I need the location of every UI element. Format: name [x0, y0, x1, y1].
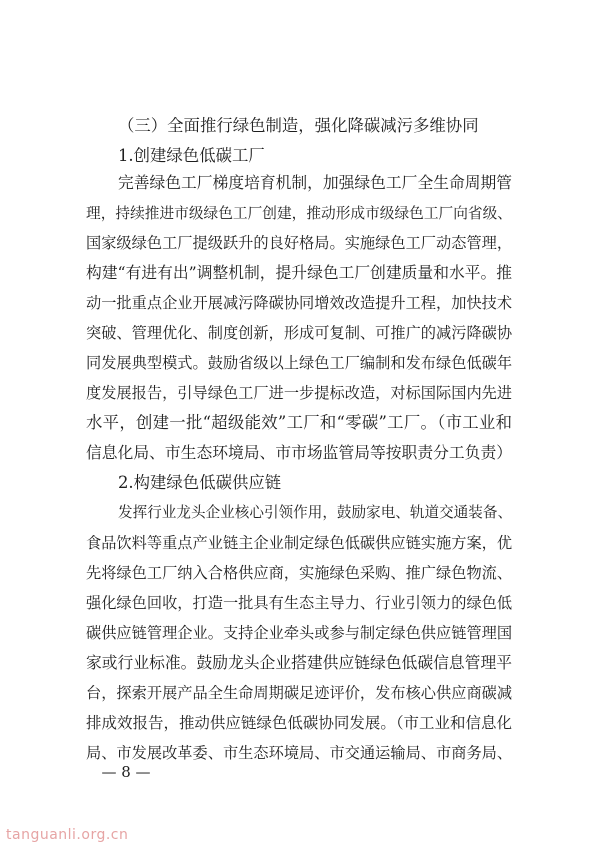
paragraph-line: 同发展典型模式。鼓励省级以上绿色工厂编制和发布绿色低碳年 — [86, 354, 513, 372]
paragraph-line: 食品饮料等重点产业链主企业制定绿色低碳供应链实施方案，优 — [86, 534, 513, 552]
paragraph-line: 家或行业标准。鼓励龙头企业搭建供应链绿色低碳信息管理平 — [86, 653, 512, 672]
page-number: — 8 — — [101, 763, 151, 781]
paragraph-line: 碳供应链管理企业。支持企业牵头或参与制定绿色供应链管理国 — [86, 624, 513, 642]
paragraph-line: 强化绿色回收，打造一批具有生态主导力、行业引领力的绿色低 — [86, 594, 513, 612]
paragraph-line: 完善绿色工厂梯度培育机制，加强绿色工厂全生命周期管 — [118, 173, 512, 192]
paragraph-line: 理，持续推进市级绿色工厂创建，推动形成市级绿色工厂向省级、 — [86, 205, 512, 222]
paragraph-line: 先将绿色工厂纳入合格供应商，实施绿色采购、推广绿色物流、 — [86, 564, 513, 582]
paragraph-line: 构建“有进有出”调整机制，提升绿色工厂创建质量和水平。推 — [86, 263, 513, 282]
paragraph-line: 发挥行业龙头企业核心引领作用，鼓励家电、轨道交通装备、 — [118, 504, 513, 521]
section-heading: （三）全面推行绿色制造，强化降碳减污多维协同 — [118, 116, 479, 135]
paragraph-line: 国家级绿色工厂提级跃升的良好格局。实施绿色工厂动态管理， — [86, 234, 513, 252]
paragraph-line: 水平，创建一批“超级能效”工厂和“零碳”工厂。（市工业和 — [86, 413, 512, 432]
watermark: tanguanli.org.cn — [6, 827, 129, 843]
paragraph-line: 动一批重点企业开展减污降碳协同增效改造提升工程，加快技术 — [86, 294, 513, 312]
paragraph-line: 排成效报告，推动供应链绿色低碳协同发展。（市工业和信息化 — [86, 714, 512, 732]
subsection-1-title: 1.创建绿色低碳工厂 — [118, 146, 265, 165]
paragraph-line: 局、市发展改革委、市生态环境局、市交通运输局、市商务局、 — [86, 744, 513, 762]
paragraph-line: 突破、管理优化、制度创新，形成可复制、可推广的减污降碳协 — [86, 324, 513, 342]
paragraph-line: 度发展报告，引导绿色工厂进一步提标改造，对标国际国内先进 — [86, 384, 513, 402]
subsection-2-title: 2.构建绿色低碳供应链 — [118, 473, 282, 492]
paragraph-line: 信息化局、市生态环境局、市市场监管局等按职责分工负责） — [86, 443, 512, 462]
paragraph-line: 台，探索开展产品全生命周期碳足迹评价，发布核心供应商碳减 — [86, 684, 513, 702]
